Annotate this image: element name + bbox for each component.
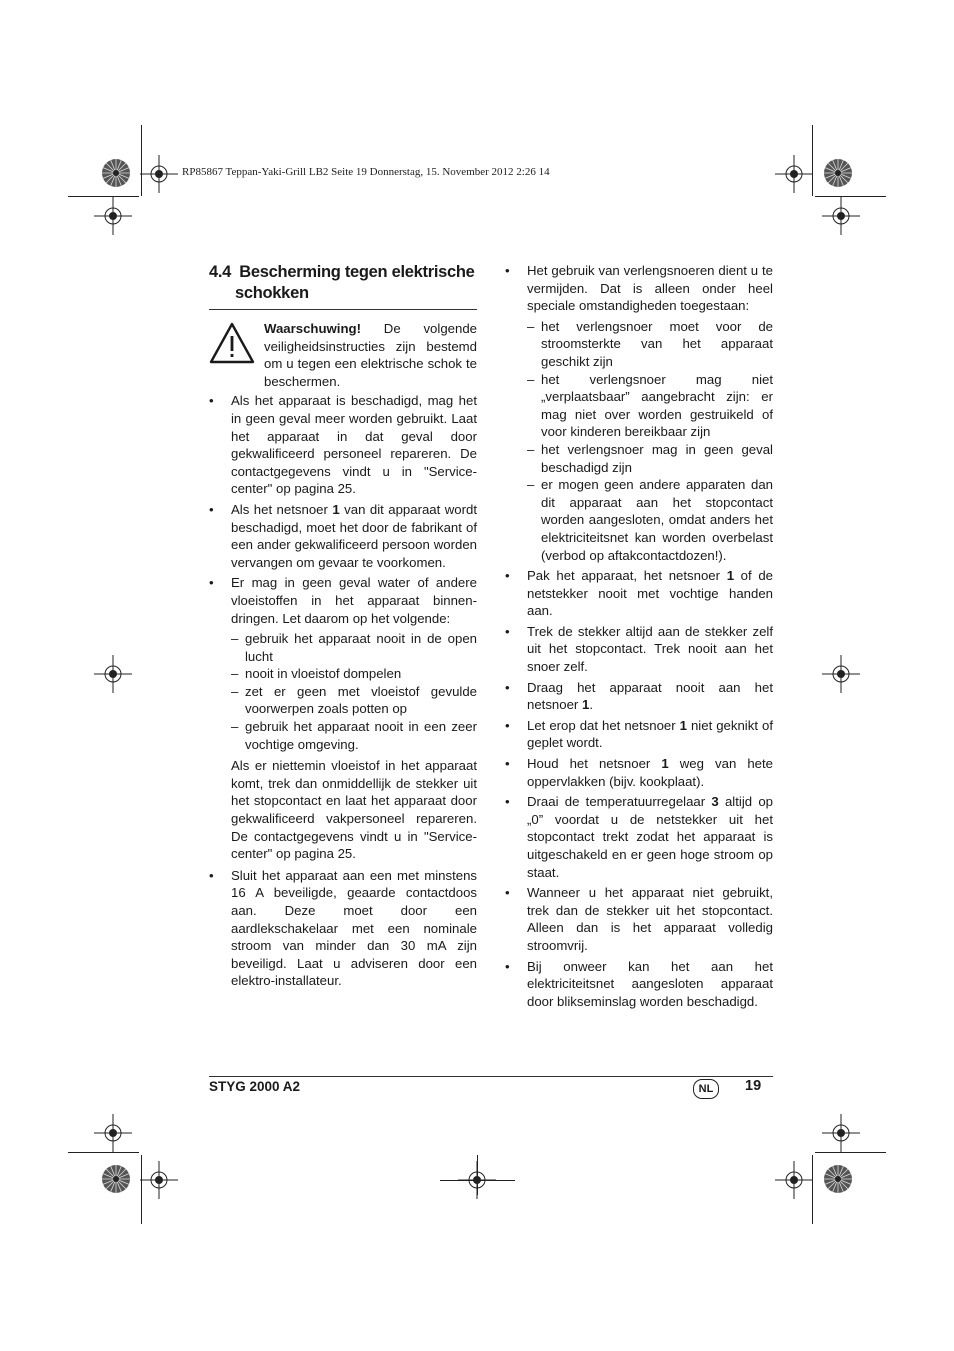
registration-mark-icon <box>775 155 813 193</box>
sub-list-item: – zet er geen met vloeistof gevulde voorwerpen zoals potten op <box>231 683 477 717</box>
list-item: • Houd het netsnoer 1 weg van hete oppervlakken (bijv. kookplaat). <box>505 755 773 790</box>
list-item: • Draai de temperatuurregelaar 3 altijd op „0” voordat u de netstekker uit het stopcontact trekt zodat het apparaat is uitgeschakeld en er geen hoge stroom op staat. <box>505 793 773 881</box>
page-number: 19 <box>745 1078 762 1094</box>
sub-list-item: – het verlengsnoer mag niet „verplaatsbaar” aangebracht zijn: er mag niet over worden gestruikeld of voor kinderen bereikbaar zijn <box>527 371 773 440</box>
star-target-icon <box>823 1164 853 1194</box>
warning-block <box>209 320 477 390</box>
registration-mark-icon <box>94 655 132 693</box>
section-rule <box>209 309 477 310</box>
language-badge: NL <box>693 1079 719 1099</box>
list-item: • Pak het apparaat, het netsnoer 1 of de netstekker nooit met vochtige handen aan. <box>505 567 773 620</box>
crop-mark <box>815 1152 886 1153</box>
list-paragraph: Als er niettemin vloeistof in het apparaat komt, trek dan onmiddellijk de stekker uit het stopcontact en laat het apparaat door gekwalificeerd vakpersoneel repareren. De contactgegevens vindt u in "Service-center" op pagina 25. <box>231 758 477 862</box>
registration-mark-icon <box>94 1114 132 1152</box>
print-header: RP85867 Teppan-Yaki-Grill LB2 Seite 19 Donnerstag, 15. November 2012 2:26 14 <box>182 166 550 178</box>
sub-list-item: – er mogen geen andere apparaten dan dit apparaat aan het stopcontact worden aangesloten, omdat anders het elektriciteitsnet kan worden overbelast (verbod op aftakcontactdozen!). <box>527 477 773 563</box>
sub-list-item: – gebruik het apparaat nooit in een zeer vochtige omgeving. <box>231 719 477 752</box>
sub-list-item: – gebruik het apparaat nooit in de open lucht <box>231 631 477 664</box>
registration-mark-icon <box>140 155 178 193</box>
section-number: 4.4 <box>209 263 232 281</box>
star-target-icon <box>101 1164 131 1194</box>
registration-mark-icon <box>822 197 860 235</box>
list-item: • Sluit het apparaat aan een met minstens 16 A beveiligde, geaarde contactdoos aan. Deze moet door een aardlekschakelaar met een nominale stroom van minder dan 30 mA zijn beveiligd. Laat u adviseren door een elektro-installateur. <box>209 867 477 990</box>
list-item: • Draag het apparaat nooit aan het netsnoer 1. <box>505 679 773 714</box>
registration-mark-icon <box>822 655 860 693</box>
crop-mark <box>477 1155 478 1195</box>
list-item: • Het gebruik van verlengsnoeren dient u te vermijden. Dat is alleen onder heel speciale omstandigheden toegestaan: <box>505 262 773 315</box>
footer-rule <box>209 1076 773 1077</box>
right-column <box>505 262 773 1013</box>
registration-mark-icon <box>94 197 132 235</box>
section-title-line1: Bescherming tegen elektrische <box>239 263 475 281</box>
list-item: • Let erop dat het netsnoer 1 niet geknikt of geplet wordt. <box>505 717 773 752</box>
sub-list-item: – nooit in vloeistof dompelen <box>231 666 402 682</box>
sub-list-item: – het verlengsnoer mag in geen geval beschadigd zijn <box>527 441 773 475</box>
sub-list-item: – het verlengsnoer moet voor de stroomsterkte van het apparaat geschikt zijn <box>527 318 773 369</box>
star-target-icon <box>101 158 131 188</box>
list-item: • Bij onweer kan het aan het elektriciteitsnet aangesloten apparaat door blikseminslag worden beschadigd. <box>505 958 773 1011</box>
warning-label: Waarschuwing! <box>264 321 361 336</box>
warning-triangle-icon <box>209 322 255 364</box>
list-item: • Er mag in geen geval water of andere vloeistoffen in het apparaat binnen-dringen. Let daarom op het volgende: <box>209 574 477 627</box>
left-column <box>209 262 477 993</box>
registration-mark-icon <box>822 1114 860 1152</box>
registration-mark-icon <box>775 1161 813 1199</box>
star-target-icon <box>823 158 853 188</box>
crop-mark <box>68 1152 139 1153</box>
list-item: • Trek de stekker altijd aan de stekker zelf uit het stopcontact. Trek nooit aan het snoer zelf. <box>505 623 773 676</box>
list-item: • Wanneer u het apparaat niet gebruikt, trek dan de stekker uit het stopcontact. Alleen dan is het apparaat volledig stroomvrij. <box>505 884 773 954</box>
footer-model: STYG 2000 A2 <box>209 1079 301 1094</box>
warning-text: De volgende veiligheidsinstructies zijn bestemd om u tegen een elektrische schok te beschermen. <box>264 321 477 389</box>
registration-mark-icon <box>140 1161 178 1199</box>
list-item: • Als het netsnoer 1 van dit apparaat wordt beschadigd, moet het door de fabrikant of een ander gekwalificeerd persoon worden vervangen om gevaar te voorkomen. <box>209 501 477 571</box>
section-title-line2: schokken <box>235 284 309 302</box>
section-heading <box>209 262 477 304</box>
list-item: • Als het apparaat is beschadigd, mag het in geen geval meer worden gebruikt. Laat het apparaat in dat geval door gekwalificeerd personeel repareren. De contactgegevens vindt u in "Service-center" op pagina 25. <box>209 392 477 498</box>
